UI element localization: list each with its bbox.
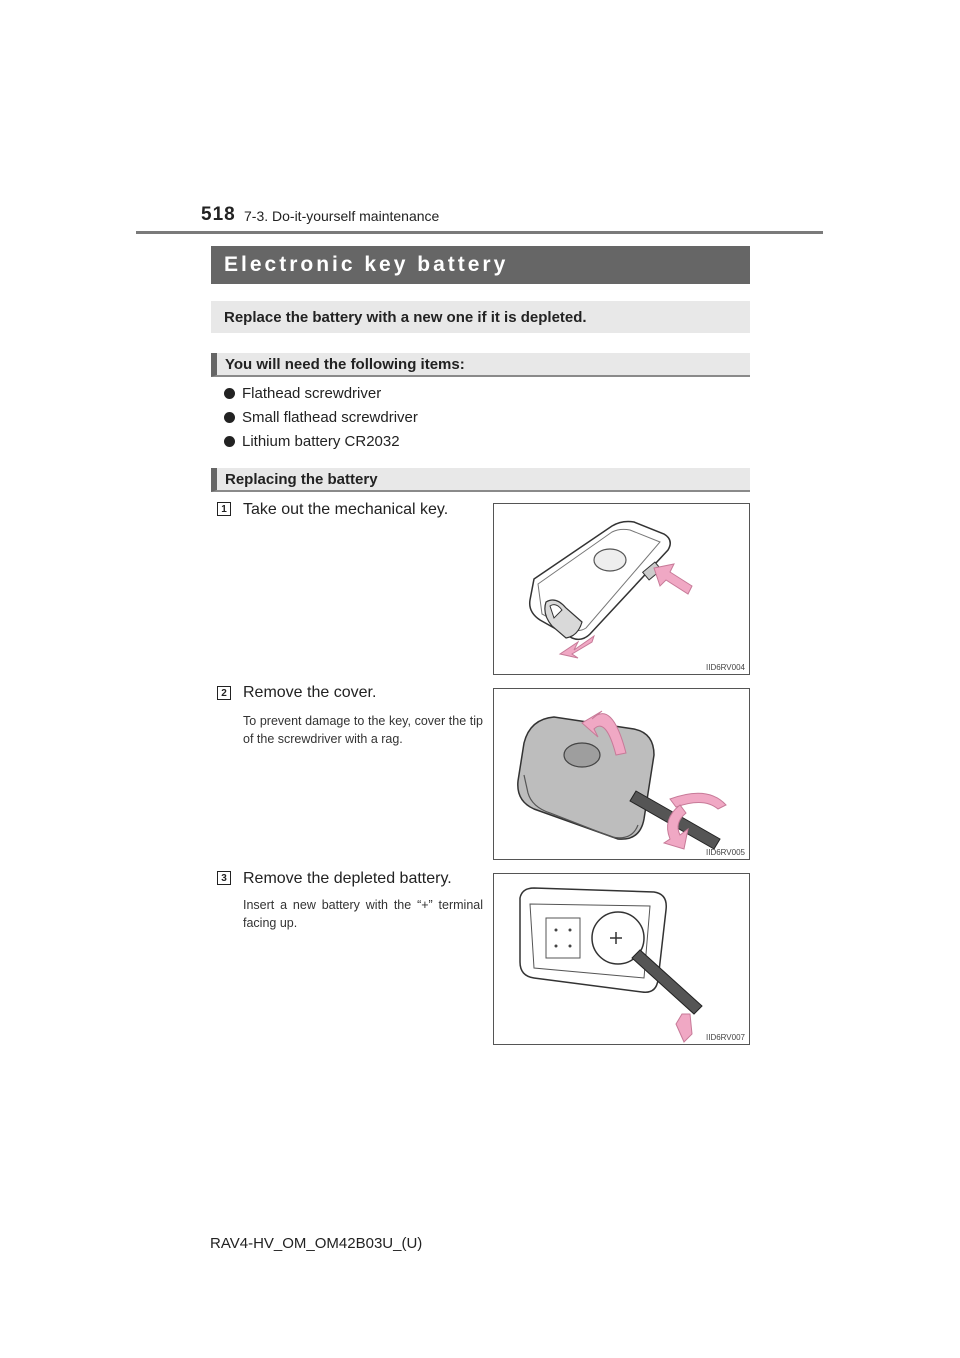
- page-title: Electronic key battery: [224, 253, 509, 276]
- step-number-badge: 2: [217, 686, 231, 700]
- page-number: 518: [201, 204, 236, 225]
- list-item: [224, 433, 400, 450]
- bullet-icon: [224, 412, 235, 423]
- list-item-text: Flathead screwdriver: [242, 385, 382, 402]
- figure-code: IID6RV005: [706, 848, 745, 857]
- title-banner: [211, 246, 750, 284]
- step-number-badge: 3: [217, 871, 231, 885]
- items-heading-text: You will need the following items:: [225, 355, 465, 373]
- section-path: 7-3. Do-it-yourself maintenance: [244, 208, 440, 224]
- replacing-heading-text: Replacing the battery: [225, 470, 378, 488]
- battery-removal-illustration: [494, 874, 751, 1046]
- bullet-icon: [224, 388, 235, 399]
- figure-remove-battery: [493, 873, 750, 1045]
- items-heading: [211, 353, 750, 377]
- step-number-badge: 1: [217, 502, 231, 516]
- footer-document-code: RAV4-HV_OM_OM42B03U_(U): [210, 1235, 423, 1252]
- intro-text: Replace the battery with a new one if it is depleted.: [224, 308, 587, 326]
- header-rule: [136, 231, 823, 234]
- step-text: Remove the depleted battery.: [243, 870, 452, 887]
- figure-code: IID6RV004: [706, 663, 745, 672]
- key-fob-illustration: [494, 504, 751, 676]
- intro-box: [211, 301, 750, 333]
- list-item-text: Small flathead screwdriver: [242, 409, 418, 426]
- replacing-heading: [211, 468, 750, 492]
- step-text: Remove the cover.: [243, 684, 377, 701]
- list-item: [224, 385, 381, 402]
- figure-code: IID6RV007: [706, 1033, 745, 1042]
- step-text: Take out the mechanical key.: [243, 501, 449, 518]
- list-item: [224, 409, 418, 426]
- cover-removal-illustration: [494, 689, 751, 861]
- step-note: To prevent damage to the key, cover the tip of the screwdriver with a rag.: [243, 714, 483, 746]
- step-note: Insert a new battery with the “+” terminal facing up.: [243, 898, 483, 930]
- figure-remove-cover: [493, 688, 750, 860]
- figure-remove-mechanical-key: [493, 503, 750, 675]
- list-item-text: Lithium battery CR2032: [242, 433, 400, 450]
- bullet-icon: [224, 436, 235, 447]
